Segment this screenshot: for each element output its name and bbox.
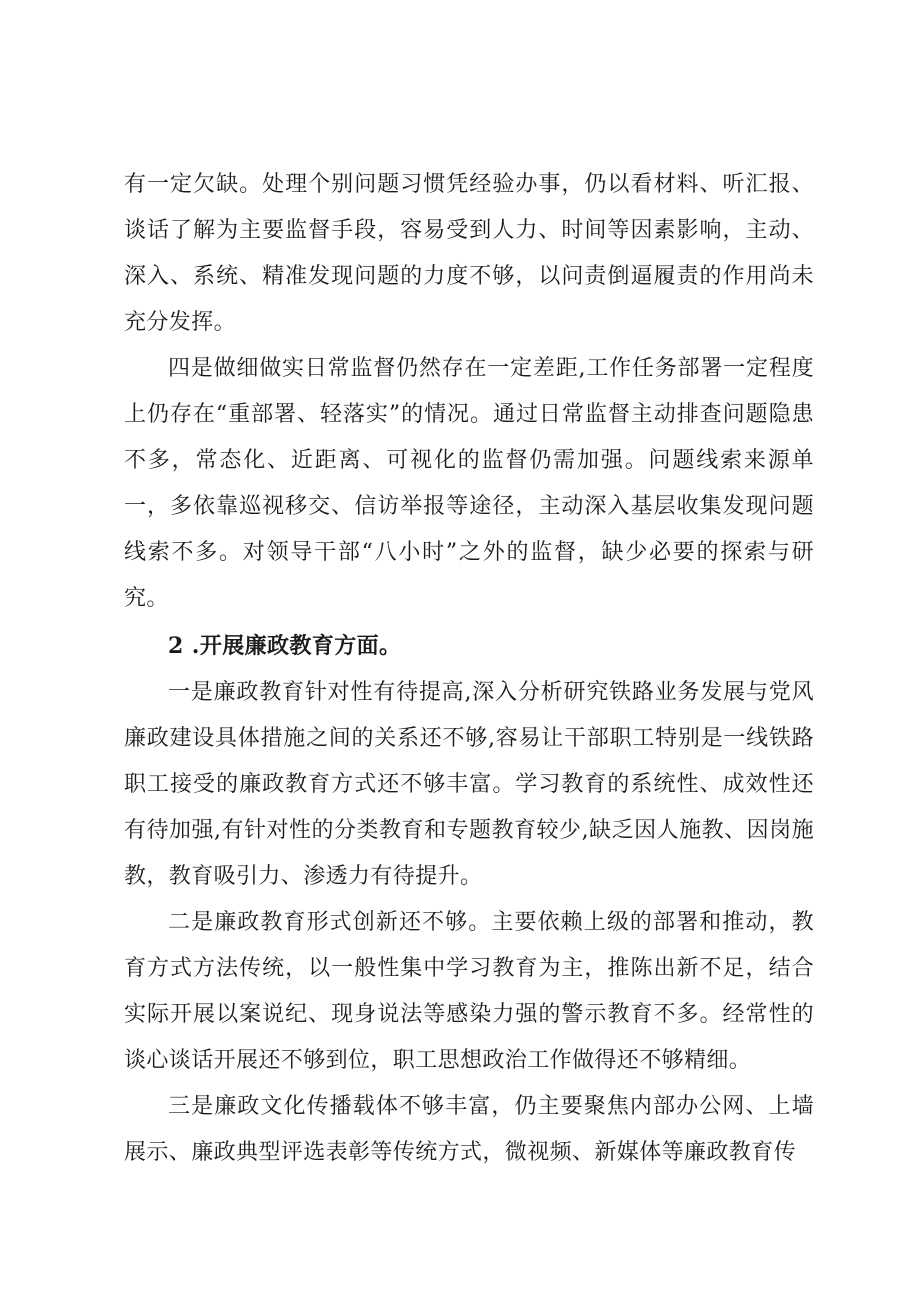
section-heading-integrity-education: 2 .开展廉政教育方面。 — [168, 633, 402, 659]
paragraph-culture-carriers: 三是廉政文化传播载体不够丰富，仍主要聚焦内部办公网、上墙展示、廉政典型评选表彰等传统方式，微视频、新媒体等廉政教育传 — [124, 1094, 814, 1165]
paragraph-daily-supervision: 四是做细做实日常监督仍然存在一定差距,工作任务部署一定程度上仍存在“重部署、轻落实”的情况。通过日常监督主动排查问题隐患不多，常态化、近距离、可视化的监督仍需加强。问题线索来源单一，多依靠巡视移交、信访举报等途径，主动深入基层收集发现问题线索不多。对领导干部“八小时”之外的监督，缺少必要的探索与研究。 — [124, 356, 814, 611]
document-body — [124, 162, 814, 1176]
paragraph-continuation: 有一定欠缺。处理个别问题习惯凭经验办事，仍以看材料、听汇报、谈话了解为主要监督手段，容易受到人力、时间等因素影响，主动、深入、系统、精准发现问题的力度不够，以问责倒逼履责的作用尚未充分发挥。 — [124, 172, 814, 335]
paragraph-education-innovation: 二是廉政教育形式创新还不够。主要依赖上级的部署和推动，教育方式方法传统，以一般性集中学习教育为主，推陈出新不足，结合实际开展以案说纪、现身说法等感染力强的警示教育不多。经常性的谈心谈话开展还不够到位，职工思想政治工作做得还不够精细。 — [124, 910, 814, 1073]
paragraph-education-targeting: 一是廉政教育针对性有待提高,深入分析研究铁路业务发展与党风廉政建设具体措施之间的关系还不够,容易让干部职工特别是一线铁路职工接受的廉政教育方式还不够丰富。学习教育的系统性、成效性还有待加强,有针对性的分类教育和专题教育较少,缺乏因人施教、因岗施教，教育吸引力、渗透力有待提升。 — [124, 680, 814, 889]
